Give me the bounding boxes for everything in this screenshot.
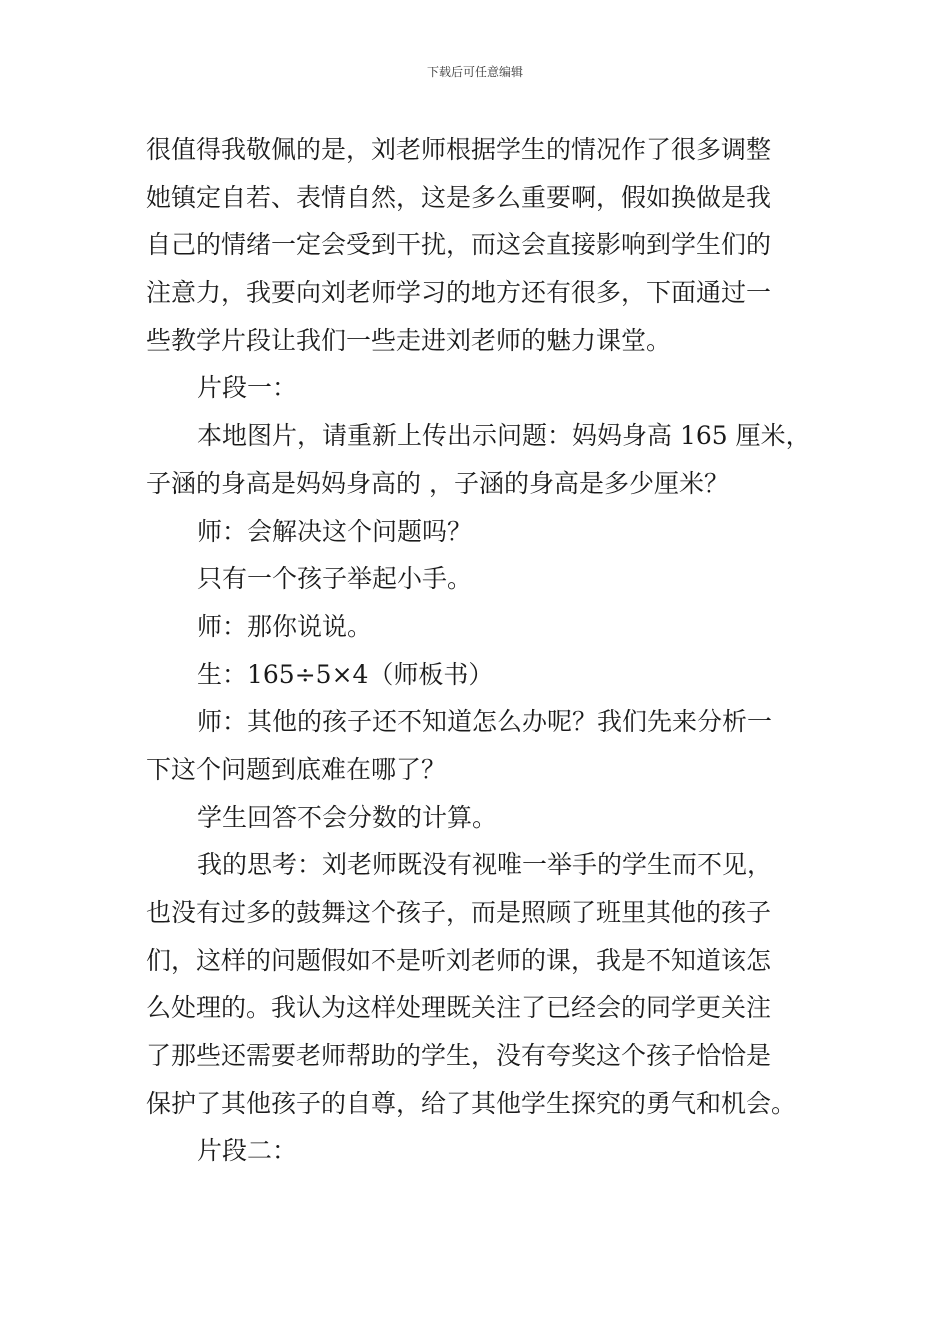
dialogue-line: 师：会解决这个问题吗？ (197, 516, 473, 546)
text-line: 些教学片段让我们一些走进刘老师的魅力课堂。 (146, 325, 672, 355)
dialogue-line: 学生回答不会分数的计算。 (197, 802, 498, 832)
dialogue-line: 师：其他的孩子还不知道怎么办呢？我们先来分析一 (197, 707, 773, 737)
section-heading: 片段一： (197, 373, 298, 403)
dialogue-line: 生：165÷5×4（师板书） (197, 659, 494, 689)
dialogue-line: 只有一个孩子举起小手。 (197, 564, 473, 594)
text-line: 们，这样的问题假如不是听刘老师的课，我是不知道该怎 (146, 945, 772, 975)
text-line: 自己的情绪一定会受到干扰，而这会直接影响到学生们的 (146, 230, 772, 260)
text-line: 么处理的。我认为这样处理既关注了已经会的同学更关注 (146, 993, 772, 1023)
text-line: 注意力，我要向刘老师学习的地方还有很多，下面通过一 (146, 278, 772, 308)
text-line: 下这个问题到底难在哪了？ (146, 754, 447, 784)
text-line: 也没有过多的鼓舞这个孩子，而是照顾了班里其他的孩子 (146, 898, 772, 927)
document-body (146, 126, 818, 1175)
text-line: 子涵的身高是妈妈身高的 ，子涵的身高是多少厘米？ (146, 468, 729, 498)
text-line: 了那些还需要老师帮助的学生，没有夸奖这个孩子恰恰是 (146, 1041, 772, 1071)
section-heading: 片段二： (197, 1136, 298, 1166)
text-line: 很值得我敬佩的是，刘老师根据学生的情况作了很多调整 (146, 135, 772, 164)
page-header-note: 下载后可任意编辑 (426, 65, 523, 79)
paragraph-start: 本地图片，请重新上传出示问题：妈妈身高 165 厘米， (197, 421, 811, 451)
dialogue-line: 师：那你说说。 (197, 611, 373, 641)
text-line: 她镇定自若、表情自然，这是多么重要啊，假如换做是我 (146, 182, 772, 212)
text-line: 保护了其他孩子的自尊，给了其他学生探究的勇气和机会。 (146, 1088, 797, 1118)
paragraph-start: 我的思考：刘老师既没有视唯一举手的学生而不见， (197, 850, 773, 880)
